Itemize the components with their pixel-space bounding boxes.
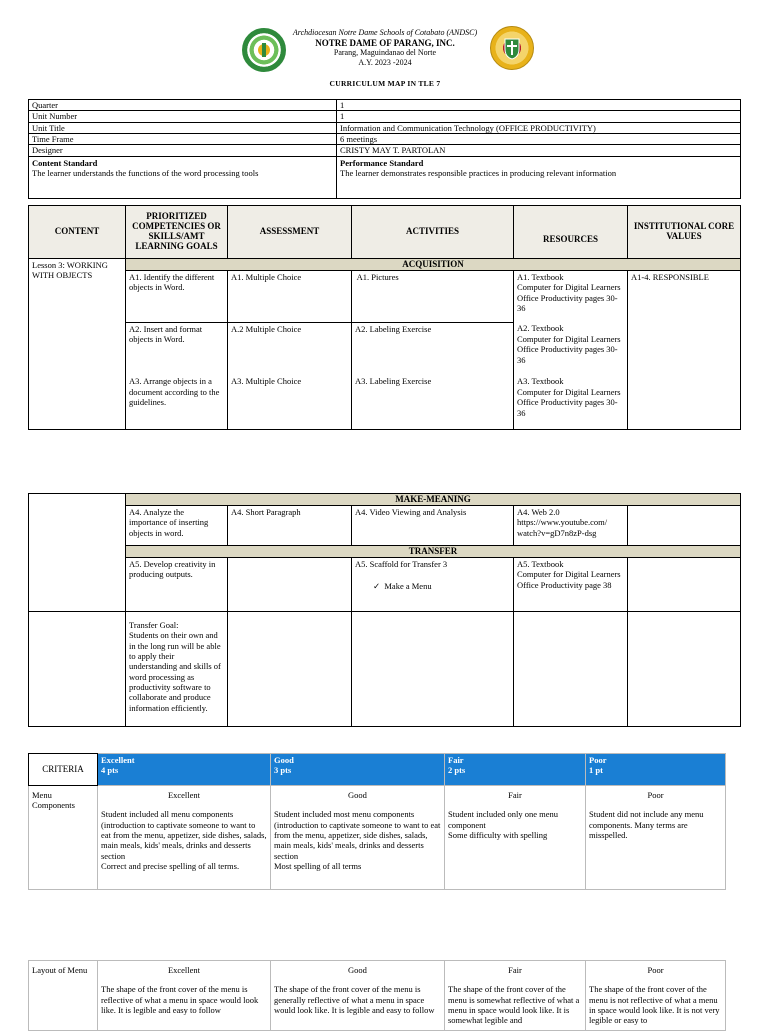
school-system: Archdiocesan Notre Dame Schools of Cotabato (ANDSC) [292,28,478,37]
assessment-a2: A.2 Multiple Choice [228,322,352,375]
level-good-name: Good [274,755,294,765]
goal-a5: A5. Develop creativity in producing outputs. [126,557,228,611]
rubric-table [28,753,726,890]
transfer-core-value [628,611,741,726]
activity-a5-label: A5. Scaffold for Transfer 3 [355,558,448,569]
curriculum-map-table [28,205,741,430]
layout-good [271,961,445,1031]
resource-a5: A5. Textbook Computer for Digital Learners Office Productivity page 38 [514,557,628,611]
header-assessment: ASSESSMENT [228,206,352,259]
lesson-cell-transfer [29,611,126,726]
level-poor-name: Poor [589,755,607,765]
unit-number-label: Unit Number [29,111,337,122]
acquisition-band: ACQUISITION [126,259,741,271]
header-activities: ACTIVITIES [352,206,514,259]
unit-number-value: 1 [337,111,741,122]
activity-a5-item-text: Make a Menu [384,581,432,592]
layout-excellent [98,961,271,1031]
lesson-cell: Lesson 3: WORKING WITH OBJECTS [29,259,126,430]
header-core-values: INSTITUTIONAL CORE VALUES [628,206,741,259]
resource-a3: A3. Textbook Computer for Digital Learners Office Productivity pages 30-36 [514,375,628,429]
layout-good-level: Good [348,965,367,975]
core-value-cell: A1-4. RESPONSIBLE [628,270,741,429]
school-address: Parang, Maguindanao del Norte [333,48,437,58]
designer-value: CRISTY MAY T. PARTOLAN [337,145,741,156]
header-content: CONTENT [29,206,126,259]
activity-a1: A1. Pictures [352,270,514,322]
level-poor-header [586,754,726,786]
performance-standard-text: The learner demonstrates responsible practices in producing relevant information [340,168,617,179]
header-resources: RESOURCES [514,206,628,259]
doc-title: CURRICULUM MAP IN TLE 7 [329,79,441,88]
rubric-table-continued [28,960,726,1031]
level-excellent-name: Excellent [101,755,135,765]
assessment-a3: A3. Multiple Choice [228,375,352,429]
activity-a5-item [373,581,510,591]
menu-components-fair-text: Student included only one menu component Some difficulty with spelling [448,809,559,841]
activity-a2: A2. Labeling Exercise [352,322,514,375]
criteria-header: CRITERIA [29,754,98,786]
resource-a4: A4. Web 2.0 https://www.youtube.com/ watch?v=gD7n8zP-dsg [514,505,628,545]
academic-year: A.Y. 2023 -2024 [358,57,412,67]
core-value-a5 [628,557,741,611]
school-header [230,28,540,68]
menu-components-poor-text: Student did not include any menu components. Many terms are misspelled. [589,809,704,841]
assessment-a4: A4. Short Paragraph [228,505,352,545]
transfer-goal: Transfer Goal: Students on their own and in the long run will be able to apply their understanding and skills of word processing as productivity software to collaborate and produce information efficiently. [126,611,228,726]
menu-components-excellent-level: Excellent [167,790,201,800]
menu-components-excellent-text: Student included all menu components (introduction to captivate someone to want to eat from the menu, appetizer, side dishes, salads, main meals, kids' meals, drinks and desserts section Correct and precise spelling of all terms. [101,809,267,872]
time-frame-label: Time Frame [29,134,337,145]
assessment-a1: A1. Multiple Choice [228,270,352,322]
level-fair-name: Fair [448,755,464,765]
transfer-assessment [228,611,352,726]
performance-standard-label: Performance Standard [340,157,424,168]
level-good-header [271,754,445,786]
menu-components-good [271,786,445,890]
layout-poor-text: The shape of the front cover of the menu is not reflective of what a menu in space would look like. It is not very legible or easy to [589,984,720,1026]
unit-title-value: Information and Communication Technology (OFFICE PRODUCTIVITY) [337,122,741,133]
level-fair-header [445,754,586,786]
transfer-resource [514,611,628,726]
menu-components-good-level: Good [348,790,367,800]
menu-components-good-text: Student included most menu components (introduction to captivate someone to want to eat from the menu, appetizer, side dishes, salads, main meals, kids' meals, drinks and desserts section Most spelling of all terms [274,809,441,872]
menu-components-poor [586,786,726,890]
checkmark-icon: ✓ [373,581,381,592]
layout-poor [586,961,726,1031]
layout-good-text: The shape of the front cover of the menu is generally reflective of what a menu in space would look like. It is legible and easy to follow [274,984,435,1016]
goal-a1: A1. Identify the different objects in Word. [126,270,228,322]
layout-excellent-level: Excellent [167,965,201,975]
transfer-band: TRANSFER [126,545,741,557]
time-frame-value: 6 meetings [337,134,741,145]
menu-components-excellent [98,786,271,890]
layout-poor-level: Poor [647,965,664,975]
goal-a3: A3. Arrange objects in a document according to the guidelines. [126,375,228,429]
level-excellent-pts: 4 pts [101,765,119,776]
layout-fair [445,961,586,1031]
level-fair-pts: 2 pts [448,765,466,776]
activity-a4: A4. Video Viewing and Analysis [352,505,514,545]
core-value-a4 [628,505,741,545]
unit-title-label: Unit Title [29,122,337,133]
designer-label: Designer [29,145,337,156]
level-excellent-header [98,754,271,786]
resource-a1: A1. Textbook Computer for Digital Learners Office Productivity pages 30-36 [514,270,628,322]
quarter-value: 1 [337,100,741,111]
level-good-pts: 3 pts [274,765,292,776]
criterion-layout: Layout of Menu [29,961,98,1031]
layout-fair-text: The shape of the front cover of the menu is somewhat reflective of what a menu in space would look like. It is somewhat legible and [448,984,580,1026]
curriculum-map-table-continued [28,493,741,727]
content-standard-label: Content Standard [32,157,98,168]
activity-a5 [352,557,514,611]
make-meaning-band: MAKE-MEANING [126,494,741,506]
resource-a2: A2. Textbook Computer for Digital Learners Office Productivity pages 30-36 [514,322,628,375]
lesson-cell-continued [29,494,126,612]
criterion-menu-components: Menu Components [29,786,98,890]
goal-a4: A4. Analyze the importance of inserting objects in word. [126,505,228,545]
assessment-a5 [228,557,352,611]
content-standard-text: The learner understands the functions of the word processing tools [32,168,259,179]
performance-standard-cell [337,156,741,198]
layout-fair-level: Fair [508,965,522,975]
school-name: NOTRE DAME OF PARANG, INC. [315,37,455,48]
activity-a3: A3. Labeling Exercise [352,375,514,429]
layout-excellent-text: The shape of the front cover of the menu is reflective of what a menu in space would look like. It is legible and easy to follow [101,984,259,1016]
goal-a2: A2. Insert and format objects in Word. [126,322,228,375]
unit-info-table [28,99,741,199]
menu-components-poor-level: Poor [647,790,664,800]
transfer-activity [352,611,514,726]
content-standard-cell [29,156,337,198]
level-poor-pts: 1 pt [589,765,603,776]
quarter-label: Quarter [29,100,337,111]
menu-components-fair [445,786,586,890]
menu-components-fair-level: Fair [508,790,522,800]
header-competencies: PRIORITIZED COMPETENCIES OR SKILLS/AMT LEARNING GOALS [126,206,228,259]
